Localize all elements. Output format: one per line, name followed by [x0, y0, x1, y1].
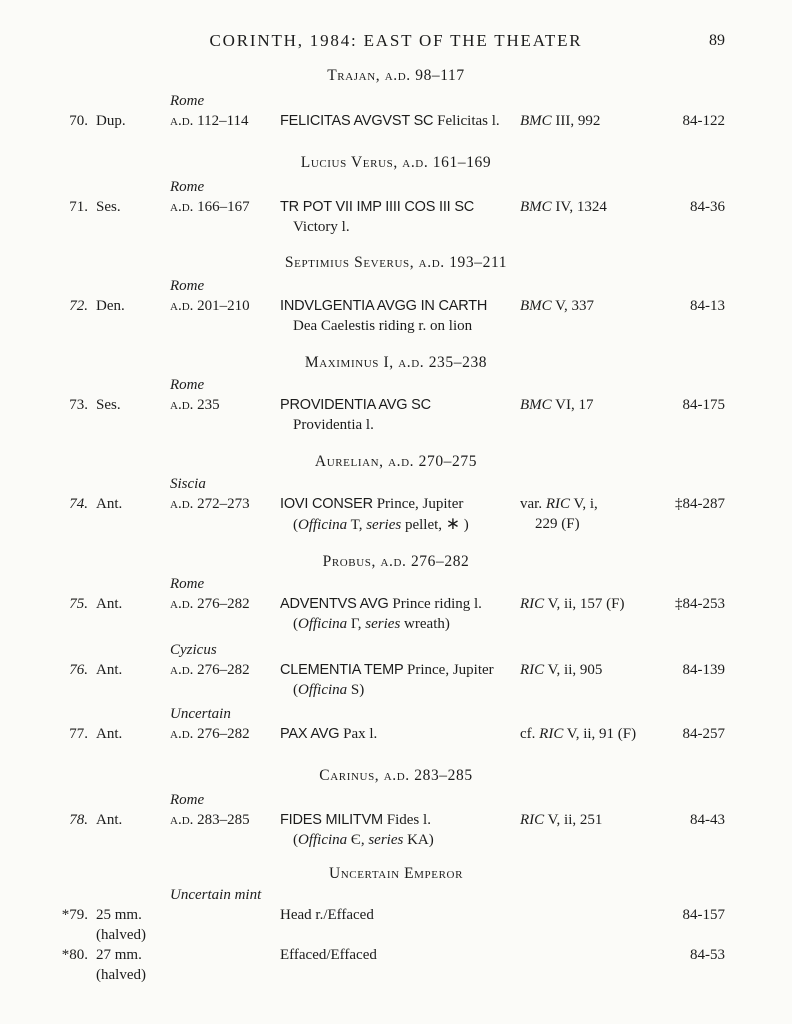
text-segment: III, 992 [551, 113, 601, 129]
text-segment: KA) [403, 832, 434, 848]
text-segment: var. [520, 496, 546, 512]
catalog-entry-78 [48, 790, 725, 850]
section-heading-maximinus: Maximinus I, a.d. 235–238 [304, 354, 488, 371]
entry-date: a.d. 166–167 [170, 199, 250, 215]
text-line [280, 316, 520, 336]
text-segment: V, ii, 251 [544, 812, 603, 828]
entry-number-denomination [48, 395, 170, 415]
text-segment: Ses. [96, 199, 121, 215]
text-segment: Fides l. [386, 812, 431, 828]
text-segment: Є, [347, 832, 369, 848]
entry-date: a.d. 276–282 [170, 726, 250, 742]
entry-description [280, 810, 520, 850]
catalog-entry-79 [48, 905, 725, 945]
entry-catalog-number: ‡84-287 [675, 496, 725, 512]
entry-catalog-number: ‡84-253 [675, 596, 725, 612]
entry-date: a.d. 272–273 [170, 496, 250, 512]
text-segment: 74. [69, 496, 88, 512]
text-segment: BMC [520, 298, 552, 314]
entry-number-denomination [48, 724, 170, 744]
entry-catalog-number: 84-53 [690, 947, 725, 963]
text-line [520, 594, 660, 614]
text-segment: 78. [69, 812, 88, 828]
text-line [520, 724, 660, 744]
text-segment: (halved) [96, 927, 146, 943]
catalog-entry-72 [48, 276, 725, 336]
entry-number-denomination [48, 810, 170, 830]
text-segment: (halved) [96, 967, 146, 983]
text-segment: Prince, Jupiter [376, 496, 464, 512]
entry-mint: Rome [170, 377, 205, 393]
entry-number-denomination [48, 594, 170, 614]
entry-mint: Siscia [170, 476, 206, 492]
text-segment: RIC [545, 496, 570, 512]
text-segment: Officina [298, 517, 348, 533]
text-segment: RIC [520, 662, 545, 678]
catalog-entry-77 [48, 704, 725, 744]
entry-mint: Rome [170, 576, 205, 592]
entry-description [280, 395, 520, 435]
text-line [48, 111, 170, 131]
entry-number-denomination [48, 111, 170, 131]
entry-description [280, 945, 520, 965]
text-segment: Prince riding l. [392, 596, 482, 612]
section-heading-aurelian: Aurelian, a.d. 270–275 [314, 453, 478, 470]
text-line [280, 830, 520, 850]
text-segment: FIDES MILITVM [280, 812, 387, 828]
text-segment: wreath) [400, 616, 450, 632]
text-segment: TR POT VII IMP IIII COS III SC [280, 199, 475, 215]
text-segment: 70. [69, 113, 88, 129]
entry-mint: Rome [170, 179, 205, 195]
text-segment: pellet, [401, 517, 446, 533]
text-line [520, 514, 660, 534]
text-segment: Pax l. [343, 726, 378, 742]
text-line [48, 724, 170, 744]
text-segment: 76. [69, 662, 88, 678]
text-segment: 25 mm. [96, 907, 142, 923]
entry-mint: Rome [170, 792, 205, 808]
text-segment: Effaced/Effaced [280, 947, 377, 963]
text-line [520, 395, 660, 415]
text-segment: 72. [69, 298, 88, 314]
text-segment: Prince, Jupiter [407, 662, 494, 678]
text-segment: Ant. [96, 726, 123, 742]
entry-reference [520, 660, 660, 680]
text-line [280, 614, 520, 634]
text-segment: PAX AVG [280, 726, 344, 742]
text-segment: V, i, [570, 496, 598, 512]
text-segment: Victory l. [293, 219, 350, 235]
text-line [280, 514, 520, 535]
entry-catalog-number: 84-36 [690, 199, 725, 215]
text-segment: 71. [69, 199, 88, 215]
text-line [280, 494, 520, 514]
text-segment: 27 mm. [96, 947, 142, 963]
entry-reference [520, 111, 660, 131]
catalog-entry-80 [48, 945, 725, 985]
text-segment: VI, 17 [551, 397, 594, 413]
text-line [48, 660, 170, 680]
entry-description [280, 494, 520, 535]
text-segment: Γ, [347, 616, 366, 632]
text-segment: 73. [69, 397, 88, 413]
catalog-entry-76 [48, 640, 725, 700]
text-line [280, 724, 520, 744]
entry-reference [520, 594, 660, 614]
text-segment: cf. [520, 726, 540, 742]
text-segment: Felicitas l. [437, 113, 500, 129]
catalog-entry-71 [48, 177, 725, 237]
entry-description [280, 660, 520, 700]
text-segment: ∗ [445, 514, 461, 534]
section-heading-trajan: Trajan, a.d. 98–117 [327, 67, 465, 84]
text-line [280, 594, 520, 614]
text-line [48, 965, 170, 985]
entry-description [280, 111, 520, 131]
entry-description [280, 296, 520, 336]
text-line [520, 660, 660, 680]
section-heading-uncertain-emperor: Uncertain Emperor [328, 865, 464, 882]
entry-catalog-number: 84-175 [682, 397, 725, 413]
text-segment: Dea Caelestis riding r. on lion [293, 318, 473, 334]
entry-date: a.d. 283–285 [170, 812, 250, 828]
text-segment: ( [293, 832, 298, 848]
text-line [280, 945, 520, 965]
text-segment: Ant. [96, 812, 123, 828]
uncertain-mint-line: Uncertain mint [170, 887, 262, 903]
text-segment: *79. [61, 907, 88, 923]
entry-number-denomination [48, 296, 170, 316]
text-segment: ) [460, 517, 469, 533]
text-line [48, 905, 170, 925]
entry-catalog-number: 84-43 [690, 812, 725, 828]
text-line [48, 594, 170, 614]
catalog-content [0, 66, 792, 985]
text-line [48, 925, 170, 945]
text-segment: Ant. [96, 496, 123, 512]
entry-description [280, 724, 520, 744]
text-segment: Providentia l. [293, 417, 374, 433]
entry-mint: Uncertain [170, 706, 231, 722]
text-segment: 77. [69, 726, 88, 742]
text-segment: RIC [520, 812, 545, 828]
entry-reference [520, 197, 660, 217]
text-line [48, 810, 170, 830]
catalog-entry-74 [48, 474, 725, 535]
page-header [0, 0, 792, 52]
text-segment: FELICITAS AVGVST SC [280, 113, 438, 129]
catalog-entry-70 [48, 91, 725, 131]
text-segment: BMC [520, 397, 552, 413]
text-segment: Ant. [96, 596, 123, 612]
text-segment: RIC [539, 726, 564, 742]
text-line [520, 197, 660, 217]
entry-number-denomination [48, 905, 170, 945]
section-heading-septimius-severus: Septimius Severus, a.d. 193–211 [284, 254, 508, 271]
text-line [280, 111, 520, 131]
section-heading-probus: Probus, a.d. 276–282 [322, 553, 470, 570]
text-line [280, 197, 520, 217]
text-segment: ( [293, 616, 298, 632]
text-segment: series [368, 832, 404, 848]
text-line [48, 395, 170, 415]
text-segment: V, ii, 91 (F) [563, 726, 637, 742]
text-segment: Head r./Effaced [280, 907, 374, 923]
text-segment: 75. [69, 596, 88, 612]
text-segment: 229 (F) [535, 516, 580, 532]
text-segment: Den. [96, 298, 125, 314]
entry-reference [520, 494, 660, 534]
entry-catalog-number: 84-13 [690, 298, 725, 314]
entry-number-denomination [48, 494, 170, 514]
running-title: CORINTH, 1984: EAST OF THE THEATER [209, 31, 583, 50]
entry-mint: Rome [170, 278, 205, 294]
text-segment: V, ii, 157 (F) [544, 596, 625, 612]
text-segment: BMC [520, 199, 552, 215]
entry-description [280, 905, 520, 925]
entry-catalog-number: 84-257 [682, 726, 725, 742]
entry-description [280, 197, 520, 237]
text-segment: Ses. [96, 397, 121, 413]
entry-date: a.d. 235 [170, 397, 220, 413]
text-line [280, 660, 520, 680]
entry-number-denomination [48, 197, 170, 217]
text-line [48, 494, 170, 514]
entry-date: a.d. 112–114 [170, 113, 249, 129]
entry-reference [520, 724, 660, 744]
text-segment: Officina [298, 682, 348, 698]
text-line [520, 810, 660, 830]
entry-catalog-number: 84-122 [682, 113, 725, 129]
text-line [280, 415, 520, 435]
text-segment: CLEMENTIA TEMP [280, 662, 407, 678]
text-segment: V, ii, 905 [544, 662, 603, 678]
text-segment: Officina [298, 616, 348, 632]
text-segment: T, [347, 517, 367, 533]
section-heading-lucius-verus: Lucius Verus, a.d. 161–169 [300, 154, 492, 171]
entry-reference [520, 395, 660, 415]
text-segment: Officina [298, 832, 348, 848]
text-segment: RIC [520, 596, 545, 612]
entry-mint: Cyzicus [170, 642, 217, 658]
text-segment: *80. [61, 947, 88, 963]
text-segment: INDVLGENTIA AVGG IN CARTH [280, 298, 488, 314]
entry-date: a.d. 276–282 [170, 662, 250, 678]
text-line [48, 296, 170, 316]
entry-mint: Rome [170, 93, 205, 109]
entry-date: a.d. 276–282 [170, 596, 250, 612]
text-segment: IOVI CONSER [280, 496, 377, 512]
text-line [280, 395, 520, 415]
text-line [520, 296, 660, 316]
entry-number-denomination [48, 660, 170, 680]
text-segment: ( [293, 682, 298, 698]
text-line [280, 296, 520, 316]
text-line [48, 197, 170, 217]
entry-date: a.d. 201–210 [170, 298, 250, 314]
text-line [520, 494, 660, 514]
catalog-entry-73 [48, 375, 725, 435]
text-line [280, 810, 520, 830]
text-segment: ( [293, 517, 298, 533]
text-segment: ADVENTVS AVG [280, 596, 393, 612]
section-heading-carinus: Carinus, a.d. 283–285 [319, 767, 473, 784]
text-line [520, 111, 660, 131]
text-segment: PROVIDENTIA AVG SC [280, 397, 431, 413]
text-segment: Dup. [96, 113, 126, 129]
entry-catalog-number: 84-139 [682, 662, 725, 678]
text-line [280, 217, 520, 237]
entry-description [280, 594, 520, 634]
entry-reference [520, 296, 660, 316]
entry-number-denomination [48, 945, 170, 985]
text-segment: Ant. [96, 662, 123, 678]
page-number: 89 [709, 32, 725, 49]
text-line [280, 680, 520, 700]
entry-reference [520, 810, 660, 830]
text-segment: series [366, 517, 402, 533]
text-line [280, 905, 520, 925]
text-segment: series [365, 616, 401, 632]
catalog-entry-75 [48, 574, 725, 634]
text-line [48, 945, 170, 965]
text-segment: BMC [520, 113, 552, 129]
text-segment: IV, 1324 [551, 199, 607, 215]
entry-catalog-number: 84-157 [682, 907, 725, 923]
text-segment: S) [347, 682, 365, 698]
text-segment: V, 337 [551, 298, 595, 314]
